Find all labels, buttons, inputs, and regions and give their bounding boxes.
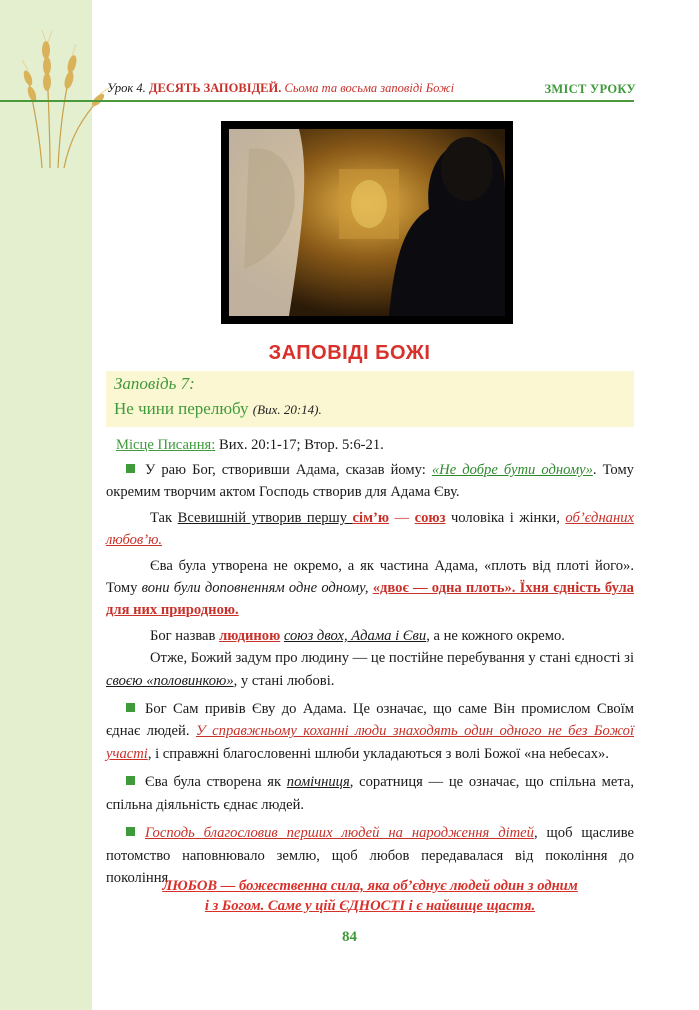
- scripture-refs: Вих. 20:1-17; Втор. 5:6-21.: [215, 437, 384, 453]
- header-rule: [0, 100, 634, 102]
- scripture-line: [106, 434, 634, 456]
- paragraph-1: У раю Бог, створивши Адама, сказав йому: «Не добре бути одному». Тому окремим творчим актом Господь створив для Адама Єву.: [106, 462, 634, 501]
- lesson-number: Урок 4.: [107, 81, 146, 95]
- paragraph-3: Єва була утворена не окремо, а як частина Адама, «плоть від плоті його». Тому вони були доповненням одне одному, «двоє — одна плоть». Їхня єдність була для них природною.: [106, 557, 634, 619]
- bullet-icon: [126, 464, 135, 473]
- paragraph-6: Бог Сам привів Єву до Адама. Це означає, що саме Він промислом Своїм єднає людей. У справжньому коханні люди знаходять один одного не без Божої участі, і справжні благословенні шлюби укладаються з волі Божої «на небесах».: [106, 701, 635, 762]
- commandment-box: [106, 371, 634, 427]
- page-number: 84: [342, 929, 357, 945]
- paragraph-8: Господь благословив перших людей на народження дітей, щоб щасливе потомство наповнювало землю, щоб любов передавалася від покоління до покоління.: [106, 825, 634, 886]
- lesson-title: ДЕСЯТЬ ЗАПОВІДЕЙ.: [148, 81, 282, 95]
- commandment-text-line: [114, 399, 322, 419]
- paragraph-2: Так Всевишній утворив першу сім’ю — союз чоловіка і жінки, об’єднаних любов’ю.: [106, 509, 634, 549]
- paragraph-5: Отже, Божий задум про людину — це постійне перебування у стані єдності зі своєю «половинкою», у стані любові.: [106, 650, 634, 689]
- scripture-label: Місце Писання: [116, 437, 212, 453]
- commandment-text: Не чини перелюбу: [114, 399, 249, 418]
- scripture-colon: :: [211, 437, 216, 453]
- paragraph-4: Бог назвав людиною союз двох, Адама і Єви, а не кожного окремо.: [150, 627, 565, 644]
- commandment-number: Заповідь 7:: [114, 374, 195, 393]
- body-text: [106, 459, 634, 889]
- running-header: [107, 81, 454, 96]
- bullet-icon: [126, 703, 135, 712]
- wedding-photo: [221, 121, 513, 324]
- contents-link[interactable]: ЗМІСТ УРОКУ: [544, 82, 636, 96]
- closing-statement: [106, 876, 634, 916]
- bullet-icon: [126, 827, 135, 836]
- commandment-ref: (Вих. 20:14): [252, 402, 319, 417]
- commandment-ref-dot: .: [318, 402, 322, 417]
- bullet-icon: [126, 776, 135, 785]
- wheat-icon: [20, 28, 130, 168]
- closing-line-2: і з Богом. Саме у цій ЄДНОСТІ і є найвище щастя.: [204, 898, 536, 914]
- section-title: ЗАПОВІДІ БОЖІ: [268, 342, 431, 364]
- quote-not-good-alone: «Не добре бути одному»: [431, 462, 593, 478]
- paragraph-7: Єва була створена як помічниця, соратниця — це означає, що спільна мета, спільна діяльність єднає людей.: [106, 774, 635, 813]
- lesson-subtitle: Сьома та восьма заповіді Божі: [284, 81, 455, 95]
- closing-line-1: ЛЮБОВ — божественна сила, яка об’єднує людей один з одним: [162, 878, 578, 894]
